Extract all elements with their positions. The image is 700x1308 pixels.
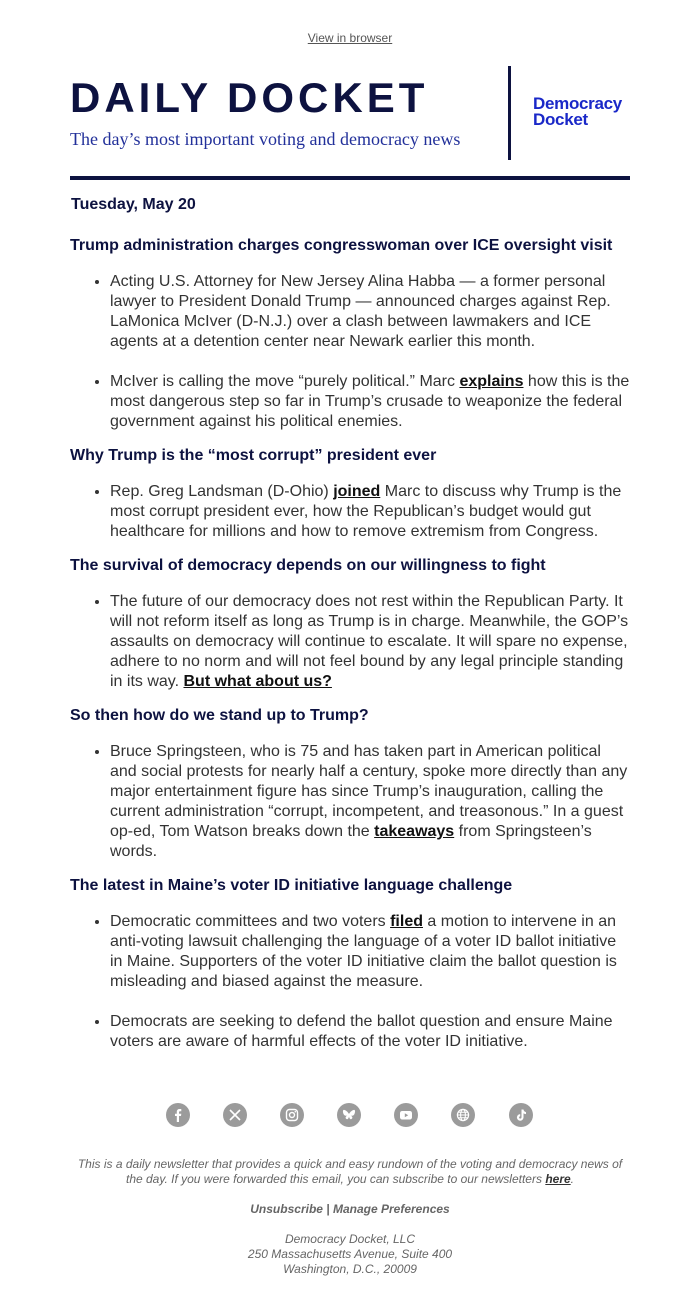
item-text: Bruce Springsteen, who is 75 and has taken part in American political and social protests for nearly half a century, spoke more directly than any major entertainment figure has since Trump’s inauguration, calling the current administration “corrupt, incompetent, and treasonous.” In a guest op-ed, Tom Watson breaks down the xyxy=(110,743,628,840)
list-item xyxy=(110,272,630,352)
newsletter-body xyxy=(70,196,630,1066)
header-rule xyxy=(70,176,630,180)
list-item xyxy=(110,372,630,432)
section-heading: The latest in Maine’s voter ID initiative language challenge xyxy=(70,877,513,894)
list-item xyxy=(110,592,630,692)
footer-note-end: . xyxy=(570,1172,575,1186)
news-section xyxy=(70,706,630,862)
filed-link[interactable]: filed xyxy=(390,913,423,930)
address-line-1: Democracy Docket, LLC xyxy=(284,1232,416,1246)
list-item xyxy=(110,1012,630,1052)
democracy-docket-logo[interactable] xyxy=(533,96,622,128)
section-heading: Trump administration charges congresswoman over ICE oversight visit xyxy=(70,237,613,254)
footer-note xyxy=(75,1157,625,1187)
news-section xyxy=(70,876,630,1052)
item-text: Acting U.S. Attorney for New Jersey Alina Habba — a former personal lawyer to President Donald Trump — announced charges against Rep. LaMonica McIver (D-N.J.) over a clash between lawmakers and ICE agents at a detention center near Newark earlier this month. xyxy=(110,273,611,350)
facebook-icon[interactable] xyxy=(166,1103,190,1127)
instagram-icon[interactable] xyxy=(280,1103,304,1127)
subscribe-here-link[interactable]: here xyxy=(545,1172,571,1186)
item-text: Rep. Greg Landsman (D-Ohio) xyxy=(110,483,334,500)
unsubscribe-link[interactable]: Unsubscribe xyxy=(250,1202,323,1216)
footer-address xyxy=(0,1232,700,1277)
takeaways-link[interactable]: takeaways xyxy=(374,823,455,840)
manage-preferences-link[interactable]: Manage Preferences xyxy=(332,1202,450,1216)
news-section xyxy=(70,236,630,432)
item-text: McIver is calling the move “purely political.” Marc xyxy=(110,373,460,390)
list-item xyxy=(110,742,630,862)
section-heading: Why Trump is the “most corrupt” president ever xyxy=(70,447,437,464)
explains-link[interactable]: explains xyxy=(459,373,524,390)
item-text: how this is the most dangerous step so far in Trump’s crusade to weaponize the federal government against his political enemies. xyxy=(110,373,630,430)
news-section xyxy=(70,446,630,542)
item-text: from Springsteen’s words. xyxy=(110,823,592,860)
item-text: a motion to intervene in an anti-voting lawsuit challenging the language of a voter ID ballot initiative in Maine. Supporters of the voter ID initiative claim the ballot question is misleading and biased against the measure. xyxy=(110,913,617,990)
newsletter-title: DAILY DOCKET xyxy=(70,74,429,121)
list-item xyxy=(110,482,630,542)
logo-line-2: Docket xyxy=(533,110,588,129)
address-line-3: Washington, D.C., 20009 xyxy=(283,1262,417,1276)
masthead xyxy=(70,66,630,162)
tiktok-icon[interactable] xyxy=(509,1103,533,1127)
view-in-browser-link[interactable]: View in browser xyxy=(307,31,393,45)
joined-link[interactable]: joined xyxy=(333,483,381,500)
item-text: Democratic committees and two voters xyxy=(110,913,391,930)
list-item xyxy=(110,912,630,992)
but-what-about-us-link[interactable]: But what about us? xyxy=(183,673,332,690)
item-text: The future of our democracy does not rest within the Republican Party. It will not reform itself as long as Trump is in charge. Meanwhile, the GOP’s assaults on democracy will continue to escalate. It will spare no expense, adhere to no norm and will not feel bound by any legal principle standing in its way. xyxy=(110,593,629,690)
news-section xyxy=(70,556,630,692)
website-icon[interactable] xyxy=(451,1103,475,1127)
logo-line-1: Democracy xyxy=(533,94,622,113)
bluesky-icon[interactable] xyxy=(337,1103,361,1127)
section-heading: So then how do we stand up to Trump? xyxy=(70,707,369,724)
x-icon[interactable] xyxy=(223,1103,247,1127)
social-links xyxy=(0,1103,700,1129)
address-line-2: 250 Massachusetts Avenue, Suite 400 xyxy=(247,1247,453,1261)
newsletter-tagline: The day’s most important voting and democracy news xyxy=(70,129,461,149)
section-heading: The survival of democracy depends on our willingness to fight xyxy=(70,557,546,574)
footer-note-text: This is a daily newsletter that provides a quick and easy rundown of the voting and democracy news of the day. If you were forwarded this email, you can subscribe to our newsletters xyxy=(77,1157,623,1186)
header-divider xyxy=(508,66,511,160)
item-text: Democrats are seeking to defend the ballot question and ensure Maine voters are aware of harmful effects of the voter ID initiative. xyxy=(110,1013,613,1050)
issue-date: Tuesday, May 20 xyxy=(71,196,196,213)
item-text: Marc to discuss why Trump is the most corrupt president ever, how the Republican’s budget would gut healthcare for millions and how to remove extremism from Congress. xyxy=(110,483,622,540)
youtube-icon[interactable] xyxy=(394,1103,418,1127)
separator: | xyxy=(322,1202,333,1216)
footer-preferences xyxy=(0,1202,700,1216)
